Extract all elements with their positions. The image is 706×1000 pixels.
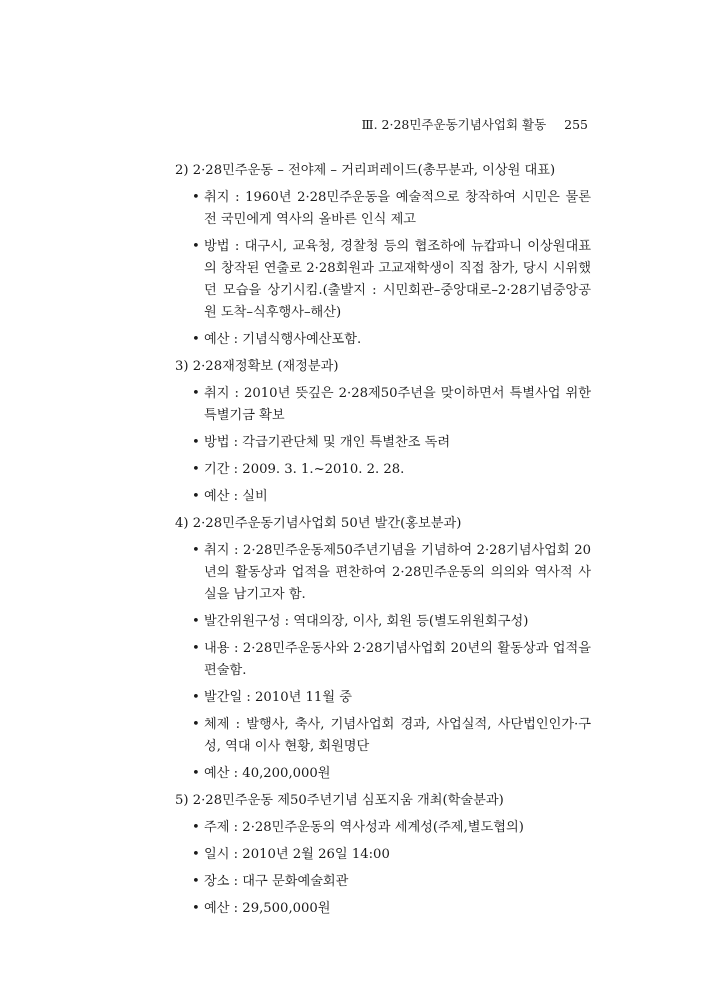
bullet-icon: • <box>192 614 200 629</box>
page-number: 255 <box>564 117 588 132</box>
section-title: 3) 2·28재정확보 (재정분과) <box>175 359 339 374</box>
header-title: Ⅲ. 2·28민주운동기념사업회 활동 <box>361 117 547 132</box>
section-title: 5) 2·28민주운동 제50주년기념 심포지움 개최(학술분과) <box>175 793 504 808</box>
page-body <box>175 160 591 920</box>
bullet-icon: • <box>192 435 200 450</box>
bullet-icon: • <box>192 820 200 835</box>
bullet-icon: • <box>192 239 200 254</box>
section-title: 2) 2·28민주운동 – 전야제 – 거리퍼레이드(총무분과, 이상원 대표) <box>175 163 556 178</box>
list-item: • 취지 : 2010년 뜻깊은 2·28제50주년을 맞이하면서 특별사업 위한 특별기금 확보 <box>175 383 591 427</box>
list-item: • 장소 : 대구 문화예술회관 <box>175 871 591 893</box>
list-item: • 예산 : 29,500,000원 <box>175 898 591 920</box>
list-item: • 예산 : 기념식행사예산포함. <box>175 329 591 351</box>
bullet-icon: • <box>192 874 200 889</box>
list-item: • 방법 : 각급기관단체 및 개인 특별찬조 독려 <box>175 432 591 454</box>
list-item: • 일시 : 2010년 2월 26일 14:00 <box>175 844 591 866</box>
list-item: • 예산 : 40,200,000원 <box>175 763 591 785</box>
list-item: • 취지 : 2·28민주운동제50주년기념을 기념하여 2·28기념사업회 20년의 활동상과 업적을 편찬하여 2·28민주운동의 의의와 역사적 사실을 남기고자 함. <box>175 540 591 606</box>
list-item: • 기간 : 2009. 3. 1.~2010. 2. 28. <box>175 459 591 481</box>
bullet-icon: • <box>192 190 200 205</box>
list-item: • 발간일 : 2010년 11월 중 <box>175 687 591 709</box>
running-header <box>362 115 588 133</box>
bullet-icon: • <box>192 386 200 401</box>
bullet-icon: • <box>192 847 200 862</box>
section-title: 4) 2·28민주운동기념사업회 50년 발간(홍보분과) <box>175 516 462 531</box>
list-item: • 예산 : 실비 <box>175 486 591 508</box>
bullet-icon: • <box>192 717 200 732</box>
list-item: • 취지 : 1960년 2·28민주운동을 예술적으로 창작하여 시민은 물론 전 국민에게 역사의 올바른 인식 제고 <box>175 187 591 231</box>
list-item: • 체제 : 발행사, 축사, 기념사업회 경과, 사업실적, 사단법인인가·구성, 역대 이사 현황, 회원명단 <box>175 714 591 758</box>
bullet-icon: • <box>192 489 200 504</box>
list-item: • 발간위원구성 : 역대의장, 이사, 회원 등(별도위원회구성) <box>175 611 591 633</box>
bullet-icon: • <box>192 543 200 558</box>
bullet-icon: • <box>192 690 200 705</box>
list-item: • 내용 : 2·28민주운동사와 2·28기념사업회 20년의 활동상과 업적을 편술함. <box>175 638 591 682</box>
list-item: • 주제 : 2·28민주운동의 역사성과 세계성(주제,별도협의) <box>175 817 591 839</box>
list-item: • 방법 : 대구시, 교육청, 경찰청 등의 협조하에 뉴캅파니 이상원대표의 창작된 연출로 2·28회원과 고교재학생이 직접 참가, 당시 시위했던 모습을 상기시킴.(출발지 : 시민회관–중앙대로–2·28기념중앙공원 도착–식후행사–해산) <box>175 236 591 324</box>
bullet-icon: • <box>192 766 200 781</box>
bullet-icon: • <box>192 901 200 916</box>
bullet-icon: • <box>192 462 200 477</box>
bullet-icon: • <box>192 332 200 347</box>
bullet-icon: • <box>192 641 200 656</box>
